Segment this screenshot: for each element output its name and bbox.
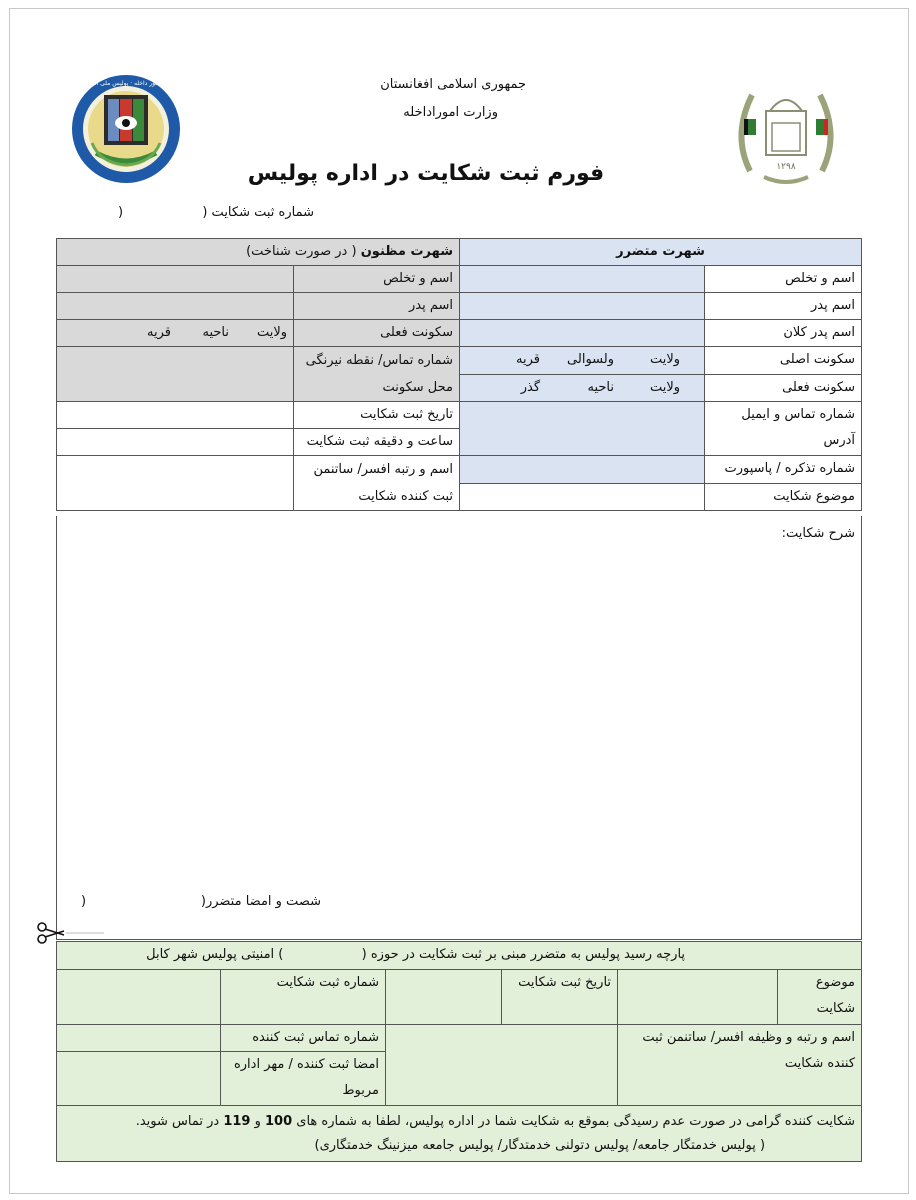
victim-father-label: اسم پدر (705, 293, 862, 320)
form-page (9, 8, 909, 1194)
victim-current-residence-label: سکونت فعلی (705, 374, 862, 402)
suspect-residence-place-label: محل سکونت (382, 380, 454, 395)
receipt-number-field[interactable] (57, 970, 221, 1025)
victim-header: شهرت متضرر (460, 239, 862, 266)
suspect-father-label: اسم پدر (294, 293, 460, 320)
receipt-note: شکایت کننده گرامی در صورت عدم رسیدگی بموقع به شکایت شما در اداره پولیس، لطفا به شماره های 100 و 119 در تماس شوید. ( پولیس خدمتگار جامعه/ پولیس دتولنی خدمتدگار/ پولیس جامعه میزنینگ خدمتگاری) (57, 1106, 862, 1162)
victim-subject-field[interactable] (460, 483, 705, 511)
receipt-title: پارچه رسید پولیس به متضرر مبنی بر ثبت شکایت در حوزه ( ) امنیتی پولیس شهر کابل (57, 942, 862, 970)
suspect-header: شهرت مظنون ( در صورت شناخت) (57, 239, 460, 266)
receipt-officer-label: اسم و رتبه و وظیفه افسر/ ساتنمن ثبت کننده شکایت (618, 1025, 862, 1106)
suspect-residence-field[interactable]: ولایتناحیهقریه (57, 320, 294, 347)
suspect-officer-field[interactable] (57, 456, 294, 511)
receipt-date-field[interactable] (386, 970, 502, 1025)
victim-contact-cell (705, 402, 862, 456)
logo-caption: وزارت امور داخله · پولیس ملی افغانستان (73, 80, 179, 87)
suspect-reg-time-label: ساعت و دقیقه ثبت شکایت (294, 429, 460, 456)
signature-label: شصت و امضا متضرر( (200, 894, 321, 909)
victim-original-residence-label: سکونت اصلی (705, 347, 862, 375)
receipt-officer-field[interactable] (386, 1025, 618, 1106)
suspect-officer-cell (294, 456, 460, 511)
victim-contact-label: شماره تماس و ایمیل (741, 407, 856, 422)
receipt-subject-field[interactable] (618, 970, 778, 1025)
police-logo (70, 73, 182, 185)
description-label: شرح شکایت: (781, 526, 855, 541)
registration-number-label: شماره ثبت شکایت ( (202, 205, 314, 220)
emblem-year: ۱۲۹۸ (776, 162, 796, 172)
suspect-name-field[interactable] (57, 266, 294, 293)
victim-name-field[interactable] (460, 266, 705, 293)
suspect-reg-date-field[interactable] (57, 402, 294, 429)
suspect-contact-label: شماره تماس/ نقطه نیرنگی (305, 353, 454, 368)
suspect-father-field[interactable] (57, 293, 294, 320)
victim-original-residence-field[interactable]: ولایتولسوالیقریه (460, 347, 705, 375)
suspect-reg-time-field[interactable] (57, 429, 294, 456)
suspect-residence-label: سکونت فعلی (294, 320, 460, 347)
receipt-signature-label: امضا ثبت کننده / مهر اداره مربوط (221, 1052, 386, 1106)
description-box[interactable] (56, 516, 862, 940)
receipt-date-label: تاریخ ثبت شکایت (502, 970, 618, 1025)
victim-father-field[interactable] (460, 293, 705, 320)
victim-contact-field[interactable] (460, 402, 705, 456)
victim-name-label: اسم و تخلص (705, 266, 862, 293)
receipt-contact-label: شماره تماس ثبت کننده (221, 1025, 386, 1052)
suspect-officer-label: اسم و رتبه افسر/ ساتنمن (313, 462, 454, 477)
suspect-name-label: اسم و تخلص (294, 266, 460, 293)
national-emblem (726, 75, 846, 193)
receipt-number-label: شماره ثبت شکایت (221, 970, 386, 1025)
victim-grandfather-label: اسم پدر کلان (705, 320, 862, 347)
victim-address-label: آدرس (823, 433, 856, 448)
receipt-signature-field[interactable] (57, 1052, 221, 1106)
republic-name: جمهوری اسلامی افغانستان (380, 77, 526, 92)
suspect-registrar-label: ثبت کننده شکایت (358, 489, 454, 504)
complaint-info-table (56, 238, 862, 511)
victim-current-residence-field[interactable]: ولایتناحیهگذر (460, 374, 705, 402)
victim-id-field[interactable] (460, 456, 705, 484)
suspect-contact-cell (294, 347, 460, 402)
registration-number-close: ) (118, 205, 124, 220)
receipt-contact-field[interactable] (57, 1025, 221, 1052)
victim-subject-label: موضوع شکایت (705, 483, 862, 511)
ministry-name: وزارت اموراداخله (403, 105, 498, 120)
victim-id-label: شماره تذکره / پاسپورت (705, 456, 862, 484)
victim-grandfather-field[interactable] (460, 320, 705, 347)
receipt-table (56, 941, 862, 1162)
form-title: فورم ثبت شکایت در اداره پولیس (247, 161, 605, 186)
receipt-subject-label: موضوع شکایت (778, 970, 862, 1025)
suspect-reg-date-label: تاریخ ثبت شکایت (294, 402, 460, 429)
suspect-contact-field[interactable] (57, 347, 294, 402)
signature-close: ) (81, 894, 87, 909)
